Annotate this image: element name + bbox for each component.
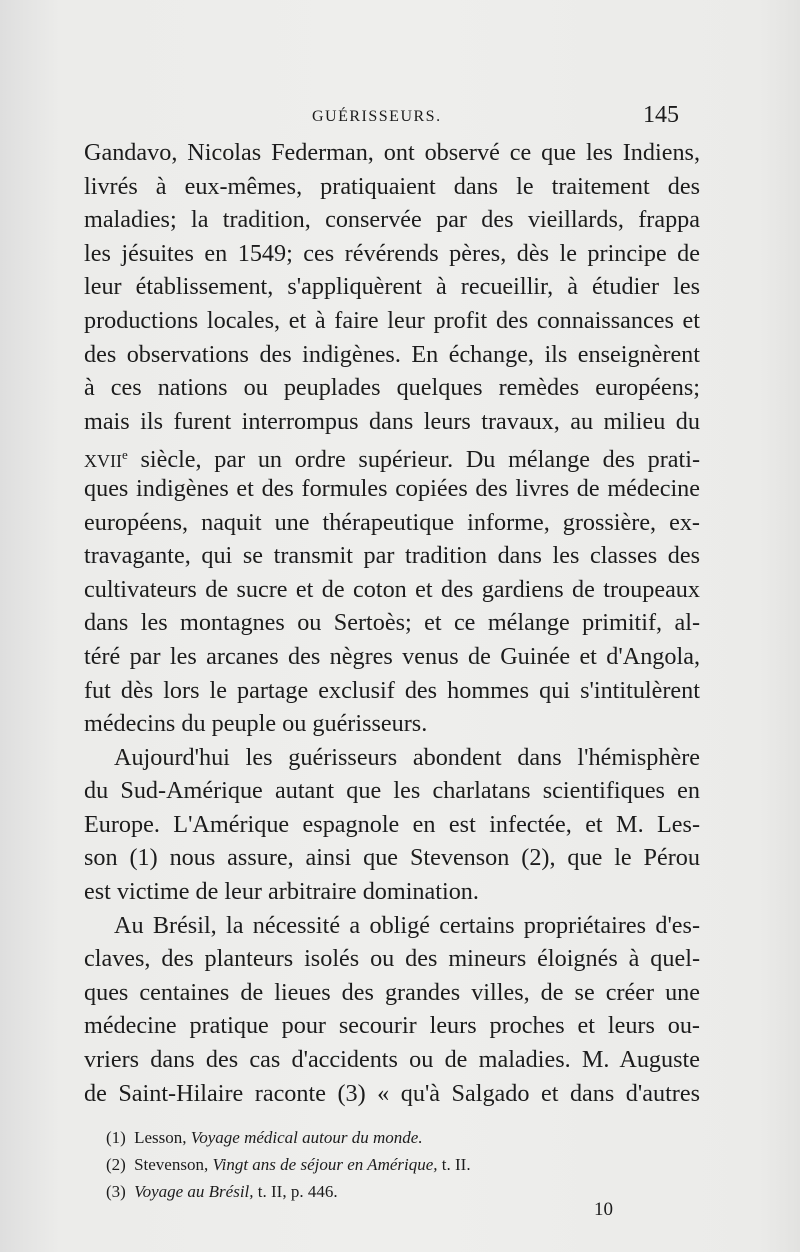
running-head xyxy=(0,104,800,134)
footnote-number: (2) xyxy=(106,1155,126,1174)
footnote xyxy=(106,1124,686,1151)
text-line: les jésuites en 1549; ces révérends pères, dès le principe de xyxy=(84,239,700,267)
signature-mark: 10 xyxy=(594,1199,613,1220)
text-line: Europe. L'Amérique espagnole en est infectée, et M. Les- xyxy=(84,810,700,838)
text-line: à ces nations ou peuplades quelques remèdes européens; xyxy=(84,374,700,402)
text-line: mais ils furent interrompus dans leurs travaux, au milieu du xyxy=(84,407,700,435)
body-text xyxy=(84,136,700,1110)
text-line: productions locales, et à faire leur profit des connaissances et xyxy=(84,306,700,334)
text-line: médecine pratique pour secourir leurs proches et leurs ou- xyxy=(84,1012,700,1040)
footnote-title: Voyage médical autour du monde. xyxy=(190,1128,423,1147)
text-line: Au Brésil, la nécessité a obligé certains propriétaires d'es- xyxy=(114,911,700,939)
text-line-century xyxy=(84,438,700,472)
footnote-author: Stevenson, xyxy=(134,1155,209,1174)
text-line: des observations des indigènes. En échange, ils enseignèrent xyxy=(84,340,700,368)
century-suffix: e xyxy=(122,447,128,463)
text-line: son (1) nous assure, ainsi que Stevenson (2), que le Pérou xyxy=(84,844,700,872)
text-line: téré par les arcanes des nègres venus de Guinée et d'Angola, xyxy=(84,642,700,670)
footnote-number: (1) xyxy=(106,1128,126,1147)
footnote-author: Lesson, xyxy=(134,1128,187,1147)
text-line: dans les montagnes ou Sertoès; et ce mélange primitif, al- xyxy=(84,609,700,637)
footnote-rest: t. II. xyxy=(441,1155,471,1174)
century-roman: XVII xyxy=(84,451,122,472)
text-line: travagante, qui se transmit par tradition dans les classes des xyxy=(84,542,700,570)
text-line: médecins du peuple ou guérisseurs. xyxy=(84,710,428,738)
text-line: cultivateurs de sucre et de coton et des gardiens de troupeaux xyxy=(84,575,700,603)
text-line: claves, des planteurs isolés ou des mineurs éloignés à quel- xyxy=(84,945,700,973)
text-line: maladies; la tradition, conservée par des vieillards, frappa xyxy=(84,206,700,234)
text-line: leur établissement, s'appliquèrent à recueillir, à étudier les xyxy=(84,273,700,301)
footnotes xyxy=(106,1124,686,1205)
text-line: ques centaines de lieues des grandes villes, de se créer une xyxy=(84,978,700,1006)
footnote-title: Vingt ans de séjour en Amérique, xyxy=(212,1155,438,1174)
text-line: Aujourd'hui les guérisseurs abondent dans l'hémisphère xyxy=(114,743,700,771)
text-line-rest: siècle, par un ordre supérieur. Du mélange des prati- xyxy=(140,446,700,474)
footnote-number: (3) xyxy=(106,1182,126,1201)
page-number: 145 xyxy=(643,102,679,128)
text-line: Gandavo, Nicolas Federman, ont observé ce que les Indiens, xyxy=(84,139,700,166)
footnote-rest: t. II, p. 446. xyxy=(257,1182,338,1201)
text-line: européens, naquit une thérapeutique informe, grossière, ex- xyxy=(84,508,700,536)
footnote xyxy=(106,1151,686,1178)
footnote-title: Voyage au Brésil, xyxy=(134,1182,254,1201)
text-line: est victime de leur arbitraire domination. xyxy=(84,878,479,906)
text-line: fut dès lors le partage exclusif des hommes qui s'intitulèrent xyxy=(84,676,700,704)
text-line: du Sud-Amérique autant que les charlatans scientifiques en xyxy=(84,777,700,805)
text-line: ques indigènes et des formules copiées des livres de médecine xyxy=(84,474,700,502)
text-line: de Saint-Hilaire raconte (3) « qu'à Salgado et dans d'autres xyxy=(84,1079,700,1107)
text-line: vriers dans des cas d'accidents ou de maladies. M. Auguste xyxy=(84,1046,700,1074)
text-line: livrés à eux-mêmes, pratiquaient dans le traitement des xyxy=(84,172,700,200)
running-title: GUÉRISSEURS. xyxy=(312,108,442,125)
